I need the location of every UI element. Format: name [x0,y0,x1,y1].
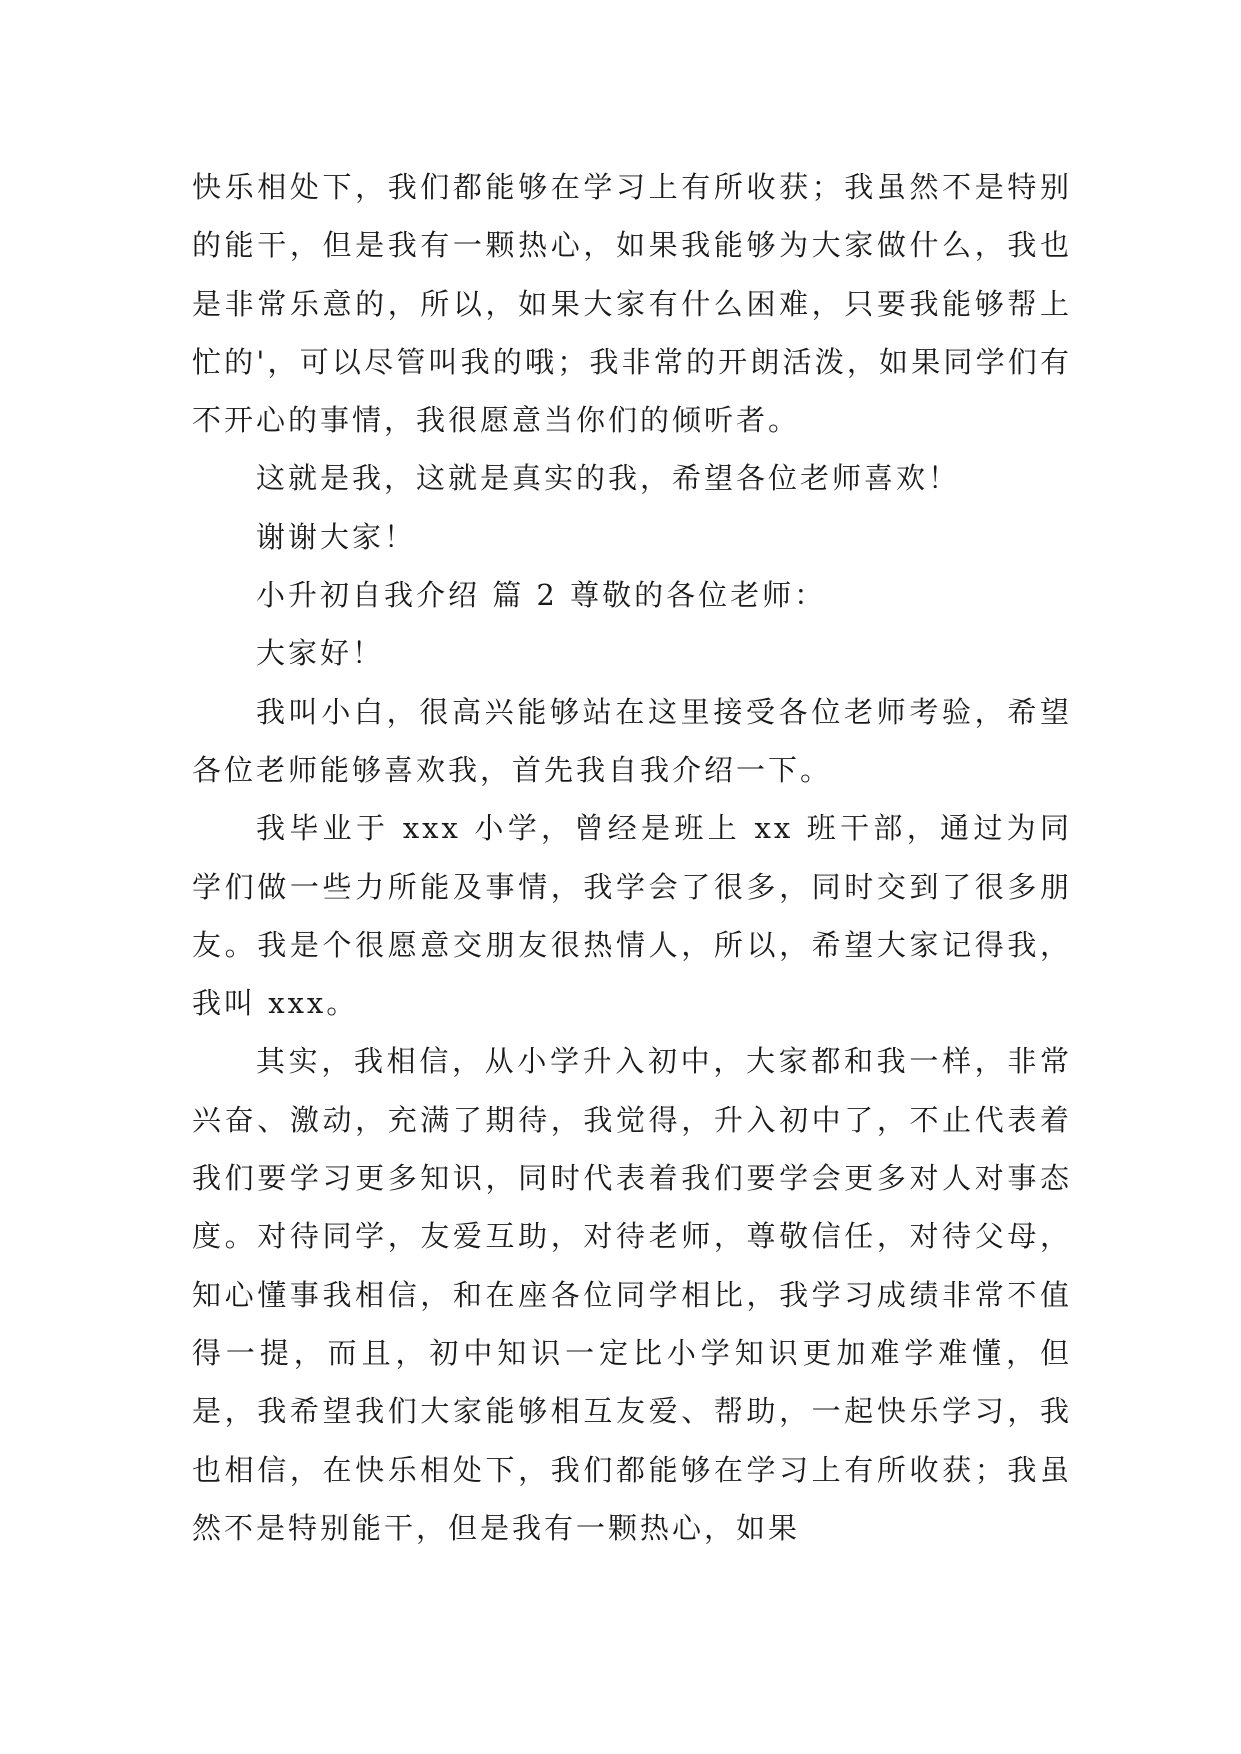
body-text [192,158,1072,1557]
section-heading: 小升初自我介绍 篇 2 尊敬的各位老师： [256,578,827,613]
paragraph-intro: 我叫小白，很高兴能够站在这里接受各位老师考验，希望各位老师能够喜欢我，首先我自我介绍一下。 [192,694,1072,787]
paragraph-closing: 这就是我，这就是真实的我，希望各位老师喜欢！ [256,461,961,496]
paragraph-school: 我毕业于 xxx 小学，曾经是班上 xx 班干部，通过为同学们做一些力所能及事情，我学会了很多，同时交到了很多朋友。我是个很愿意交朋友很热情人，所以，希望大家记得我，我叫 xxx。 [192,811,1072,1021]
paragraph-greeting: 大家好！ [256,636,385,671]
paragraph-continuation: 快乐相处下，我们都能够在学习上有所收获；我虽然不是特别的能干，但是我有一颗热心，如果我能够为大家做什么，我也是非常乐意的，所以，如果大家有什么困难，只要我能够帮上忙的'，可以尽管叫我的哦；我非常的开朗活泼，如果同学们有不开心的事情，我很愿意当你们的倾听者。 [192,170,1072,438]
paragraph-thanks: 谢谢大家！ [256,519,417,554]
paragraph-belief: 其实，我相信，从小学升入初中，大家都和我一样，非常兴奋、激动，充满了期待，我觉得，升入初中了，不止代表着我们要学习更多知识，同时代表着我们要学会更多对人对事态度。对待同学，友爱互助，对待老师，尊敬信任，对待父母，知心懂事我相信，和在座各位同学相比，我学习成绩非常不值得一提，而且，初中知识一定比小学知识更加难学难懂，但是，我希望我们大家能够相互友爱、帮助，一起快乐学习，我也相信，在快乐相处下，我们都能够在学习上有所收获；我虽然不是特别能干，但是我有一颗热心，如果 [192,1044,1072,1545]
